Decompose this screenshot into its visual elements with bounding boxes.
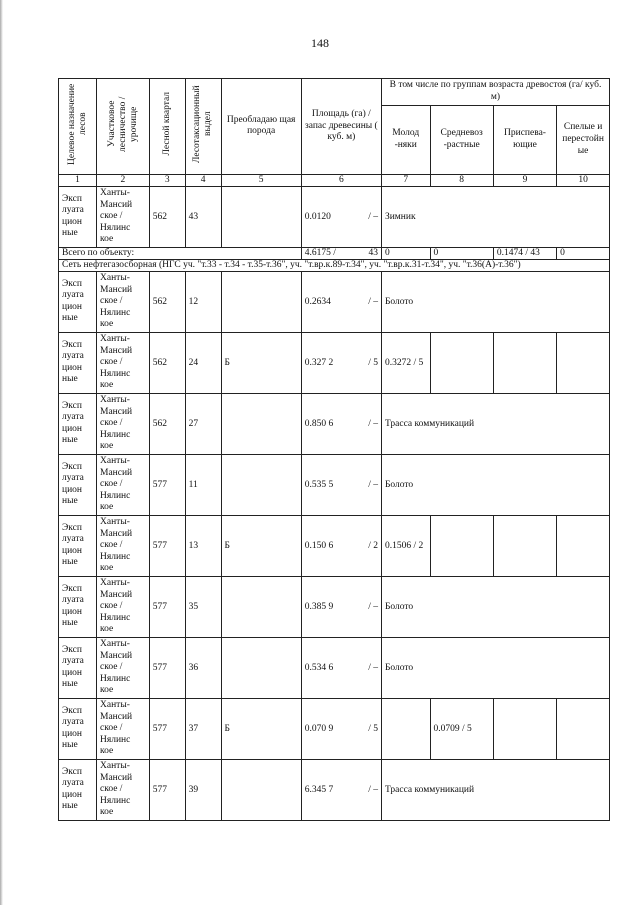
purpose-cell: Эксп луата цион ные: [59, 515, 97, 576]
allotment-cell: 39: [185, 759, 221, 820]
purpose-cell: Эксп луата цион ные: [59, 576, 97, 637]
species-cell: Б: [221, 698, 301, 759]
header-middle: Средневоз -растные: [430, 106, 493, 175]
table-row: [59, 393, 610, 454]
total-mature: 0: [557, 247, 610, 259]
column-number: 2: [97, 174, 150, 186]
table-row: [59, 759, 610, 820]
quarter-cell: 562: [149, 271, 185, 332]
column-number: 4: [185, 174, 221, 186]
area-cell: 0.150 6 / 2: [301, 515, 381, 576]
species-cell: [221, 637, 301, 698]
table-row: [59, 271, 610, 332]
allotment-cell: 27: [185, 393, 221, 454]
species-cell: Б: [221, 332, 301, 393]
volume-value: 2: [373, 540, 378, 551]
purpose-cell: Эксп луата цион ные: [59, 271, 97, 332]
column-number: 5: [221, 174, 301, 186]
volume-value: –: [373, 601, 378, 612]
scan-edge: [0, 0, 3, 905]
area-value: 0.2634: [304, 296, 331, 307]
area-value: 0.327 2: [304, 357, 334, 368]
area-cell: 0.385 9 / –: [301, 576, 381, 637]
note-cell: Болото: [381, 637, 609, 698]
area-value: 0.150 6: [304, 540, 334, 551]
quarter-cell: 577: [149, 759, 185, 820]
quarter-cell: 577: [149, 454, 185, 515]
purpose-cell: Эксп луата цион ные: [59, 759, 97, 820]
area-value: 0.385 9: [304, 601, 334, 612]
section-title-row: [59, 259, 610, 271]
column-number: 7: [381, 174, 430, 186]
column-number: 1: [59, 174, 97, 186]
note-cell: Болото: [381, 576, 609, 637]
header-forestry: Участковое лесничество / урочище: [97, 79, 150, 175]
volume-value: –: [373, 662, 378, 673]
young-cell: [381, 698, 430, 759]
total-area-cell: [301, 247, 381, 259]
header-purpose: Целевое назначение лесов: [59, 79, 97, 175]
total-young: 0: [381, 247, 430, 259]
volume-value: –: [373, 418, 378, 429]
table-row: [59, 698, 610, 759]
note-cell: Болото: [381, 271, 609, 332]
forestry-cell: Ханты-Мансий ское / Нялинс кое: [97, 332, 150, 393]
purpose-cell: Эксп луата цион ные: [59, 186, 97, 247]
allotment-cell: 35: [185, 576, 221, 637]
note-cell: Зимник: [381, 186, 609, 247]
area-value: 0.850 6: [304, 418, 334, 429]
middle-cell: [430, 332, 493, 393]
quarter-cell: 577: [149, 637, 185, 698]
section-title: Сеть нефтегазосборная (НГС уч. "т.33 - т.34 - т.35-т.36", уч. "т.вр.к.89-т.34", уч. "т.вр.к.31-т.34", уч. "т.36(А)-т.36"): [59, 259, 610, 271]
volume-value: –: [373, 479, 378, 490]
mature-cell: [557, 698, 610, 759]
allotment-cell: 24: [185, 332, 221, 393]
species-cell: [221, 393, 301, 454]
area-cell: 0.0120 / –: [301, 186, 381, 247]
page-number: 148: [311, 36, 329, 50]
column-number: 9: [493, 174, 556, 186]
mature-cell: [557, 515, 610, 576]
volume-value: –: [373, 784, 378, 795]
column-numbers-row: [59, 174, 610, 186]
quarter-cell: 577: [149, 515, 185, 576]
allotment-cell: 12: [185, 271, 221, 332]
species-cell: [221, 759, 301, 820]
allotment-cell: 11: [185, 454, 221, 515]
forest-table: [58, 78, 610, 821]
volume-value: –: [373, 296, 378, 307]
young-cell: 0.3272 / 5: [381, 332, 430, 393]
species-cell: [221, 454, 301, 515]
mature-cell: [557, 332, 610, 393]
maturing-cell: [493, 332, 556, 393]
forestry-cell: Ханты-Мансий ское / Нялинс кое: [97, 186, 150, 247]
quarter-cell: 577: [149, 576, 185, 637]
quarter-cell: 562: [149, 186, 185, 247]
table-row: [59, 637, 610, 698]
note-cell: Трасса коммуникаций: [381, 393, 609, 454]
total-maturing: 0.1474 / 43: [493, 247, 556, 259]
young-cell: 0.1506 / 2: [381, 515, 430, 576]
purpose-cell: Эксп луата цион ные: [59, 332, 97, 393]
area-value: 0.535 5: [304, 479, 334, 490]
area-value: 0.534 6: [304, 662, 334, 673]
forestry-cell: Ханты-Мансий ское / Нялинс кое: [97, 576, 150, 637]
allotment-cell: 43: [185, 186, 221, 247]
column-number: 8: [430, 174, 493, 186]
purpose-cell: Эксп луата цион ные: [59, 393, 97, 454]
forestry-cell: Ханты-Мансий ское / Нялинс кое: [97, 515, 150, 576]
header-allotment: Лесотаксационный выдел: [185, 79, 221, 175]
total-volume: 43: [368, 247, 378, 258]
maturing-cell: [493, 698, 556, 759]
purpose-cell: Эксп луата цион ные: [59, 698, 97, 759]
table-row: [59, 186, 610, 247]
area-value: 0.0120: [304, 211, 331, 222]
volume-value: 5: [373, 357, 378, 368]
purpose-cell: Эксп луата цион ные: [59, 454, 97, 515]
total-area: 4.6175 /: [304, 247, 336, 258]
forestry-cell: Ханты-Мансий ское / Нялинс кое: [97, 454, 150, 515]
note-cell: Трасса коммуникаций: [381, 759, 609, 820]
middle-cell: 0.0709 / 5: [430, 698, 493, 759]
area-value: 6.345 7: [304, 784, 334, 795]
area-cell: 0.535 5 / –: [301, 454, 381, 515]
area-cell: 6.345 7 / –: [301, 759, 381, 820]
total-row: [59, 247, 610, 259]
forestry-cell: Ханты-Мансий ское / Нялинс кое: [97, 271, 150, 332]
total-label: Всего по объекту:: [59, 247, 302, 259]
area-cell: 0.850 6 / –: [301, 393, 381, 454]
species-cell: [221, 186, 301, 247]
quarter-cell: 562: [149, 393, 185, 454]
species-cell: [221, 271, 301, 332]
area-value: 0.070 9: [304, 723, 334, 734]
area-cell: 0.2634 / –: [301, 271, 381, 332]
column-number: 6: [301, 174, 381, 186]
allotment-cell: 13: [185, 515, 221, 576]
maturing-cell: [493, 515, 556, 576]
purpose-cell: Эксп луата цион ные: [59, 637, 97, 698]
volume-value: 5: [373, 723, 378, 734]
note-cell: Болото: [381, 454, 609, 515]
header-area: Площадь (га) / запас древесины ( куб. м): [301, 79, 381, 175]
volume-value: –: [373, 211, 378, 222]
header-age-groups: В том числе по группам возраста древостоя (га/ куб. м): [381, 79, 609, 106]
allotment-cell: 36: [185, 637, 221, 698]
species-cell: [221, 576, 301, 637]
allotment-cell: 37: [185, 698, 221, 759]
quarter-cell: 577: [149, 698, 185, 759]
header-young: Молод -няки: [381, 106, 430, 175]
table-row: [59, 332, 610, 393]
total-middle: 0: [430, 247, 493, 259]
header-quarter: Лесной квартал: [149, 79, 185, 175]
column-number: 3: [149, 174, 185, 186]
quarter-cell: 562: [149, 332, 185, 393]
header-species: Преобладаю щая порода: [221, 79, 301, 175]
forestry-cell: Ханты-Мансий ское / Нялинс кое: [97, 393, 150, 454]
area-cell: 0.327 2 / 5: [301, 332, 381, 393]
forestry-cell: Ханты-Мансий ское / Нялинс кое: [97, 759, 150, 820]
header-maturing: Приспева- ющие: [493, 106, 556, 175]
table-row: [59, 576, 610, 637]
species-cell: Б: [221, 515, 301, 576]
area-cell: 0.070 9 / 5: [301, 698, 381, 759]
forestry-cell: Ханты-Мансий ское / Нялинс кое: [97, 637, 150, 698]
middle-cell: [430, 515, 493, 576]
column-number: 10: [557, 174, 610, 186]
table-row: [59, 454, 610, 515]
area-cell: 0.534 6 / –: [301, 637, 381, 698]
table-row: [59, 515, 610, 576]
forestry-cell: Ханты-Мансий ское / Нялинс кое: [97, 698, 150, 759]
header-mature: Спелые и перестойн ые: [557, 106, 610, 175]
